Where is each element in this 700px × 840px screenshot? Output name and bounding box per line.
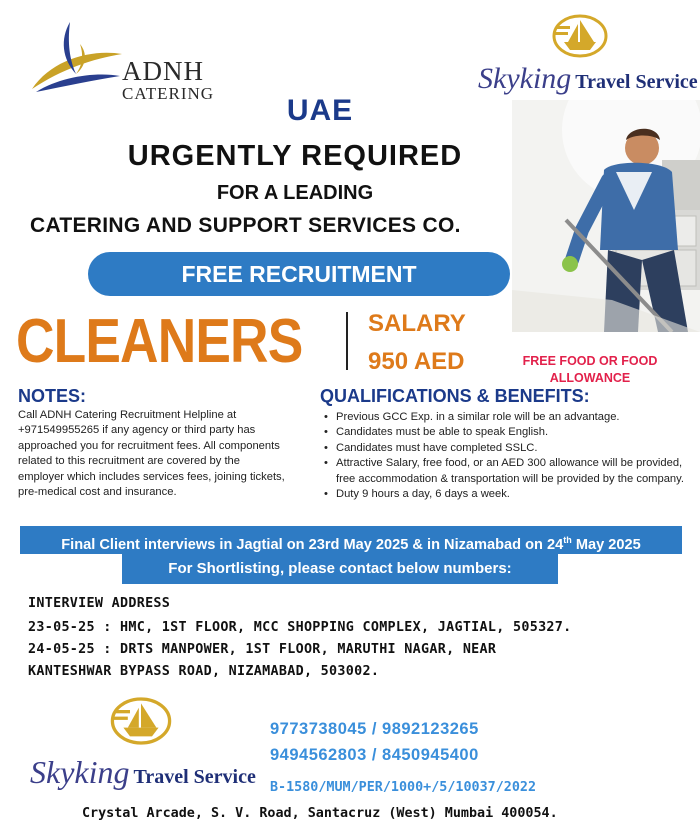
phone-numbers-1: 9773738045 / 9892123265 — [270, 720, 479, 738]
qualification-item: • Duty 9 hours a day, 6 days a week. — [322, 487, 692, 502]
notes-title: NOTES: — [18, 386, 87, 406]
license-number: B-1580/MUM/PER/1000+/5/10037/2022 — [270, 780, 537, 795]
skyking-service: Travel Service — [575, 71, 698, 93]
salary-label: SALARY — [368, 310, 466, 337]
position-title: CLEANERS — [16, 307, 303, 376]
title-divider — [346, 312, 348, 370]
skyking-word: Skyking — [478, 62, 572, 95]
skyking-logo-bottom — [30, 694, 260, 804]
company-type: CATERING AND SUPPORT SERVICES CO. — [30, 214, 461, 237]
food-allowance-note: FREE FOOD OR FOOD ALLOWANCE — [522, 354, 658, 385]
phone-numbers-2: 9494562803 / 8450945400 — [270, 746, 479, 764]
adnh-name: ADNH — [122, 56, 204, 86]
notes-text: Call ADNH Catering Recruitment Helpline at +971549955265 if any agency or third party has approached you for recruitment fees. All components related to this recruitment are covered by the employer which includes services fees, joining tickets, pre-medical cost and insurance. — [18, 409, 285, 499]
skyking-ship-icon — [550, 12, 610, 60]
interview-banner-text: Final Client interviews in Jagtial on 23rd May 2025 & in Nizamabad on 24 — [61, 536, 564, 553]
qualification-item: • Previous GCC Exp. in a similar role will be an advantage. — [322, 410, 692, 425]
interview-address-2-cont: KANTESHWAR BYPASS ROAD, NIZAMABAD, 503002. — [28, 664, 380, 679]
salary-value: 950 AED — [368, 348, 465, 375]
for-leading-text: FOR A LEADING — [216, 182, 374, 204]
shortlisting-banner: For Shortlisting, please contact below numbers: — [122, 554, 558, 584]
adnh-subtitle: CATERING — [122, 84, 215, 103]
free-recruitment-badge: FREE RECRUITMENT — [88, 252, 510, 296]
interview-banner-sup: th — [563, 535, 572, 545]
interview-address-title: INTERVIEW ADDRESS — [28, 596, 171, 611]
qualifications-list — [322, 410, 692, 502]
interview-dates-banner — [20, 526, 682, 554]
adnh-catering-logo — [22, 14, 232, 104]
qualifications-title: QUALIFICATIONS & BENEFITS: — [320, 386, 590, 406]
skyking-service: Travel Service — [133, 766, 256, 788]
interview-address-2: 24-05-25 : DRTS MANPOWER, 1ST FLOOR, MARUTHI NAGAR, NEAR — [28, 642, 497, 657]
qualification-item: • Candidates must have completed SSLC. — [322, 441, 692, 456]
adnh-swoosh-icon — [22, 14, 132, 104]
headline: URGENTLY REQUIRED — [127, 140, 463, 172]
skyking-ship-icon — [108, 694, 174, 748]
skyking-logo-top — [476, 12, 698, 107]
skyking-word: Skyking — [30, 754, 130, 790]
interview-banner-end: May 2025 — [571, 536, 641, 553]
office-address: Crystal Arcade, S. V. Road, Santacruz (West) Mumbai 400054. — [82, 806, 558, 821]
interview-address-1: 23-05-25 : HMC, 1ST FLOOR, MCC SHOPPING COMPLEX, JAGTIAL, 505327. — [28, 620, 572, 635]
country-title: UAE — [286, 94, 354, 127]
qualification-item: • Attractive Salary, free food, or an AED 300 allowance will be provided, free accommodation & transportation will be provided by the company. — [322, 456, 692, 487]
qualification-item: • Candidates must be able to speak English. — [322, 425, 692, 440]
cleaner-photo — [512, 100, 700, 332]
